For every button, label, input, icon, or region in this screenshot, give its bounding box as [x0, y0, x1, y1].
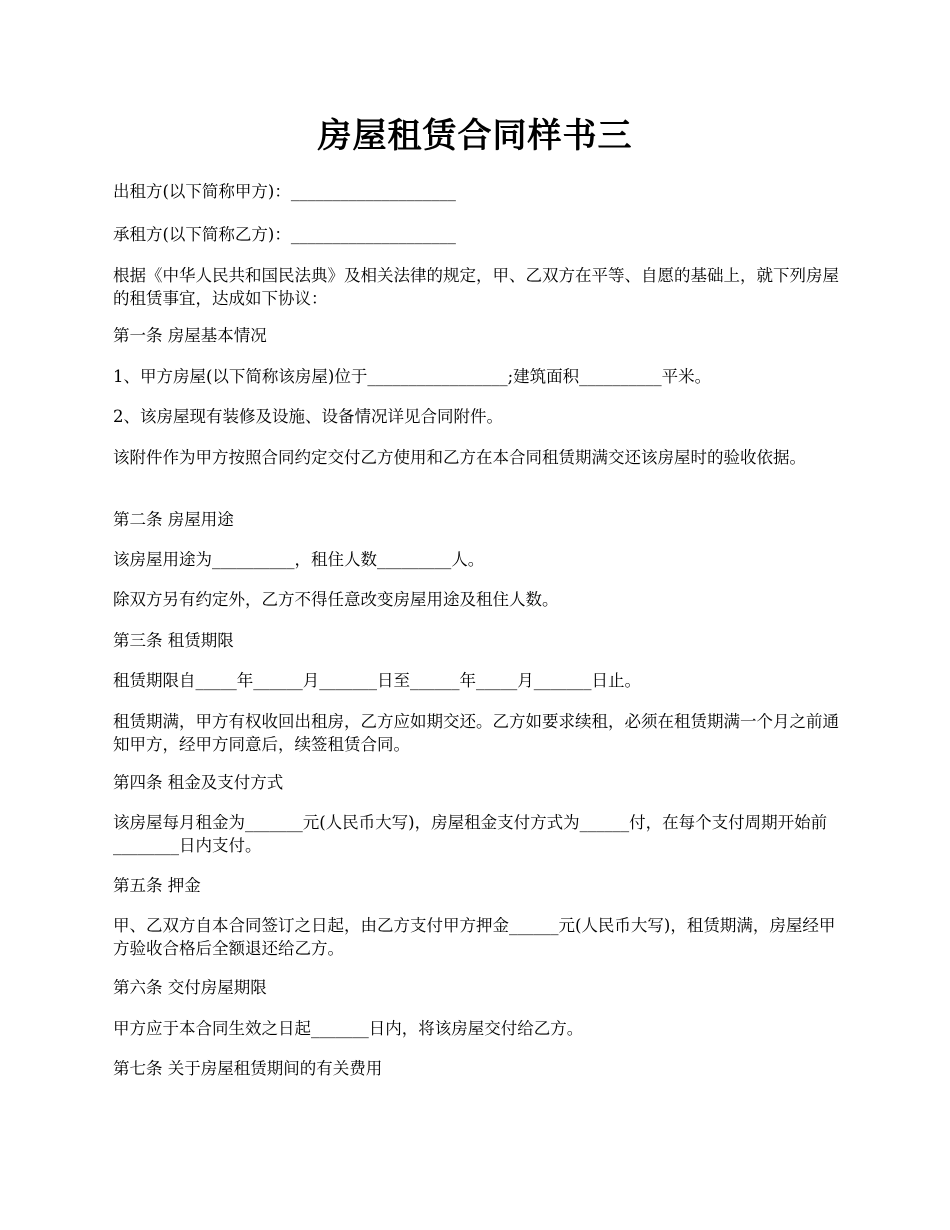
usage-restriction-paragraph: 除双方另有约定外，乙方不得任意改变房屋用途及租住人数。	[113, 590, 559, 609]
deposit-paragraph: 甲、乙双方自本合同签订之日起，由乙方支付甲方押金______元(人民币大写)，租赁期满，房屋经甲方验收合格后全额退还给乙方。	[113, 916, 836, 958]
preamble-paragraph: 根据《中华人民共和国民法典》及相关法律的规定，甲、乙双方在平等、自愿的基础上，就下列房屋的租赁事宜，达成如下协议：	[113, 266, 839, 308]
lease-expiry-paragraph: 租赁期满，甲方有权收回出租房，乙方应如期交还。乙方如要求续租，必须在租赁期满一个月之前通知甲方，经甲方同意后，续签租赁合同。	[113, 712, 839, 754]
usage-line: 该房屋用途为__________，租住人数_________人。	[113, 550, 485, 569]
lessor-line: 出租方(以下简称甲方)：____________________	[113, 182, 456, 201]
article-1-heading: 第一条 房屋基本情况	[113, 326, 267, 345]
article-3-heading: 第三条 租赁期限	[113, 631, 234, 650]
article-1-item-1: 1、甲方房屋(以下简称该房屋)位于_________________;建筑面积__________平米。	[113, 367, 712, 386]
article-4-heading: 第四条 租金及支付方式	[113, 773, 284, 792]
delivery-term-line: 甲方应于本合同生效之日起_______日内，将该房屋交付给乙方。	[113, 1019, 584, 1038]
article-1-item-2: 2、该房屋现有装修及设施、设备情况详见合同附件。	[113, 407, 503, 426]
attachment-paragraph: 该附件作为甲方按照合同约定交付乙方使用和乙方在本合同租赁期满交还该房屋时的验收依据。	[113, 448, 806, 467]
rent-payment-paragraph: 该房屋每月租金为_______元(人民币大写)，房屋租金支付方式为______付，在每个支付周期开始前________日内支付。	[113, 813, 828, 855]
lease-term-line: 租赁期限自_____年______月_______日至______年_____月_______日止。	[113, 671, 641, 690]
document-title: 房屋租赁合同样书三	[317, 116, 633, 156]
article-5-heading: 第五条 押金	[113, 876, 201, 895]
article-7-heading: 第七条 关于房屋租赁期间的有关费用	[113, 1059, 383, 1078]
article-2-heading: 第二条 房屋用途	[113, 510, 234, 529]
article-6-heading: 第六条 交付房屋期限	[113, 978, 267, 997]
lessee-line: 承租方(以下简称乙方)：____________________	[113, 225, 456, 244]
